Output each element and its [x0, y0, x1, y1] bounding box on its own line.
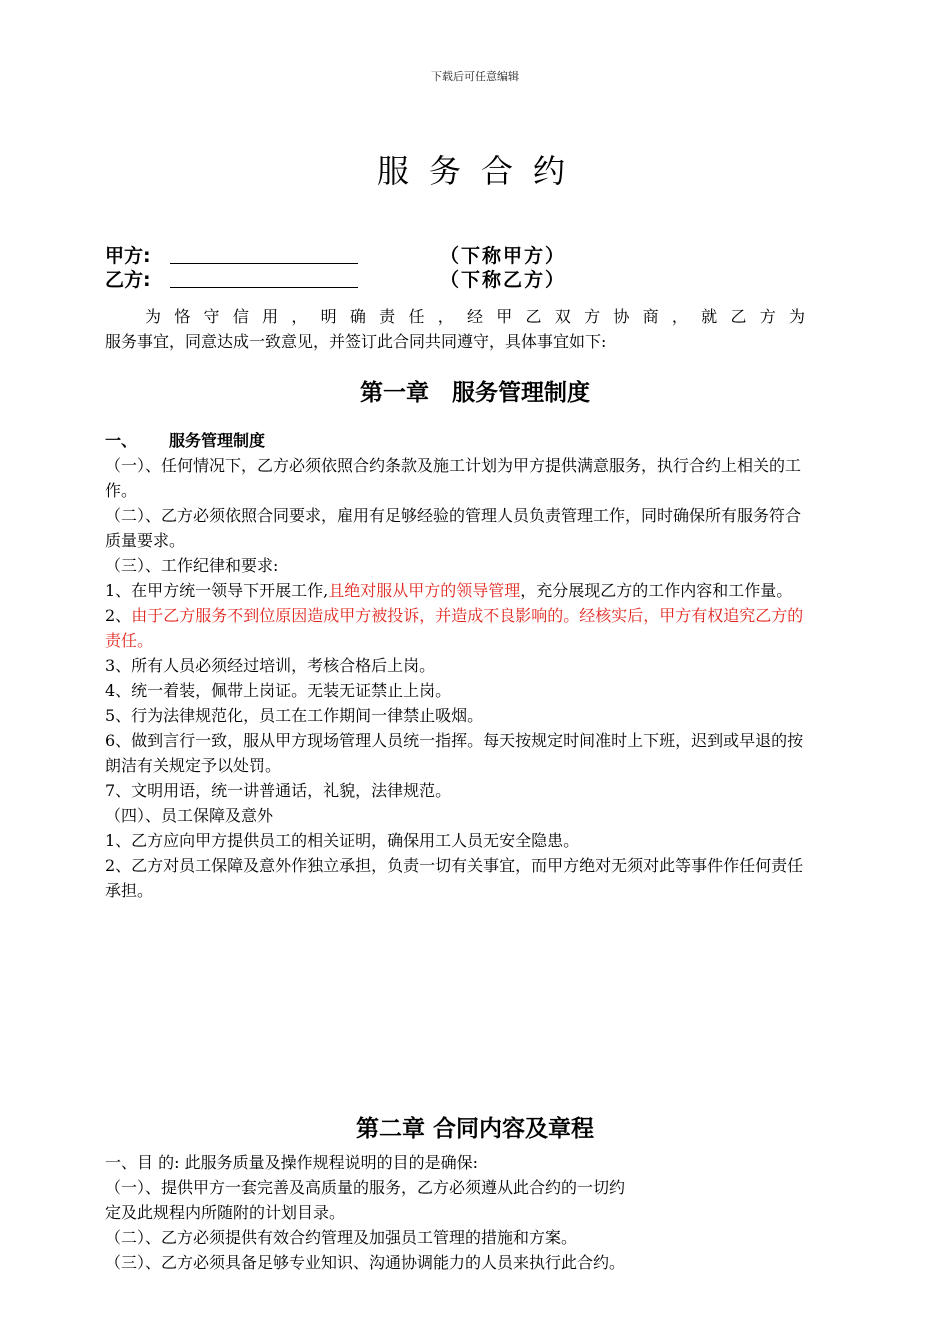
rule-6: 6、做到言行一致，服从甲方现场管理人员统一指挥。每天按规定时间准时上下班，迟到或早退的按朗洁有关规定予以处罚。: [105, 731, 804, 775]
section-1-number: 一、: [105, 431, 138, 450]
chapter-2-title: 第二章 合同内容及章程: [355, 1116, 594, 1142]
intro-line-1: 为恪守信用，明确责任，经甲乙双方协商，就乙方为: [145, 307, 805, 326]
clause-1: （一）、任何情况下，乙方必须依照合约条款及施工计划为甲方提供满意服务，执行合约上相关的工作。: [105, 456, 802, 500]
rule-1: [105, 578, 805, 603]
rule-1-highlight: 且绝对服从甲方的领导管理: [328, 581, 521, 600]
chapter-1-title: 第一章 服务管理制度: [360, 380, 590, 406]
purpose-1b: 定及此规程内所随附的计划目录。: [105, 1203, 346, 1222]
rule-5: 5、行为法律规范化，员工在工作期间一律禁止吸烟。: [105, 706, 484, 725]
safety-2: 2、乙方对员工保障及意外作独立承担，负责一切有关事宜，而甲方绝对无须对此等事件作任何责任承担。: [105, 856, 804, 900]
rule-3: 3、所有人员必须经过培训，考核合格后上岗。: [105, 656, 436, 675]
section-1-title: 服务管理制度: [169, 431, 266, 450]
rule-7: 7、文明用语，统一讲普通话，礼貌，法律规范。: [105, 781, 452, 800]
rule-1-text-c: ，充分展现乙方的工作内容和工作量。: [520, 581, 793, 600]
purpose-2: （二）、乙方必须提供有效合约管理及加强员工管理的措施和方案。: [105, 1228, 578, 1247]
purpose-1a: （一）、提供甲方一套完善及高质量的服务，乙方必须遵从此合约的一切约: [105, 1178, 626, 1197]
party-a-row: [105, 241, 805, 267]
party-b-blank: [170, 287, 358, 288]
clause-2: （二）、乙方必须依照合同要求，雇用有足够经验的管理人员负责管理工作，同时确保所有服务符合质量要求。: [105, 506, 802, 550]
rule-1-text-a: 1、在甲方统一领导下开展工作,: [105, 581, 329, 600]
document-title: 服务合约: [376, 152, 585, 190]
purpose-3: （三）、乙方必须具备足够专业知识、沟通协调能力的人员来执行此合约。: [105, 1253, 626, 1272]
party-b-row: [105, 265, 805, 291]
party-a-label: 甲方:: [105, 245, 151, 267]
party-a-blank: [170, 263, 358, 264]
party-b-label: 乙方:: [105, 269, 151, 291]
rule-2-number: 2、: [105, 606, 132, 625]
intro-paragraph: [105, 304, 805, 354]
party-b-suffix: （下称乙方）: [440, 269, 567, 291]
section-1-heading: [105, 428, 265, 451]
party-a-suffix: （下称甲方）: [440, 245, 567, 267]
clause-4: （四）、员工保障及意外: [105, 806, 274, 825]
rule-4: 4、统一着装，佩带上岗证。无装无证禁止上岗。: [105, 681, 452, 700]
purpose-line: 一、目 的: 此服务质量及操作规程说明的目的是确保:: [105, 1153, 478, 1172]
chapter-2-clauses: [105, 1150, 805, 1275]
rule-2: [105, 603, 805, 653]
chapter-1-clauses: [105, 453, 805, 903]
rule-2-highlight: 由于乙方服务不到位原因造成甲方被投诉，并造成不良影响的。经核实后，甲方有权追究乙方的责任。: [105, 606, 804, 650]
clause-3: （三）、工作纪律和要求:: [105, 556, 279, 575]
intro-line-2: 服务事宜，同意达成一致意见，并签订此合同共同遵守，具体事宜如下:: [105, 332, 607, 351]
header-note: 下载后可任意编辑: [431, 70, 519, 83]
safety-1: 1、乙方应向甲方提供员工的相关证明，确保用工人员无安全隐患。: [105, 831, 580, 850]
